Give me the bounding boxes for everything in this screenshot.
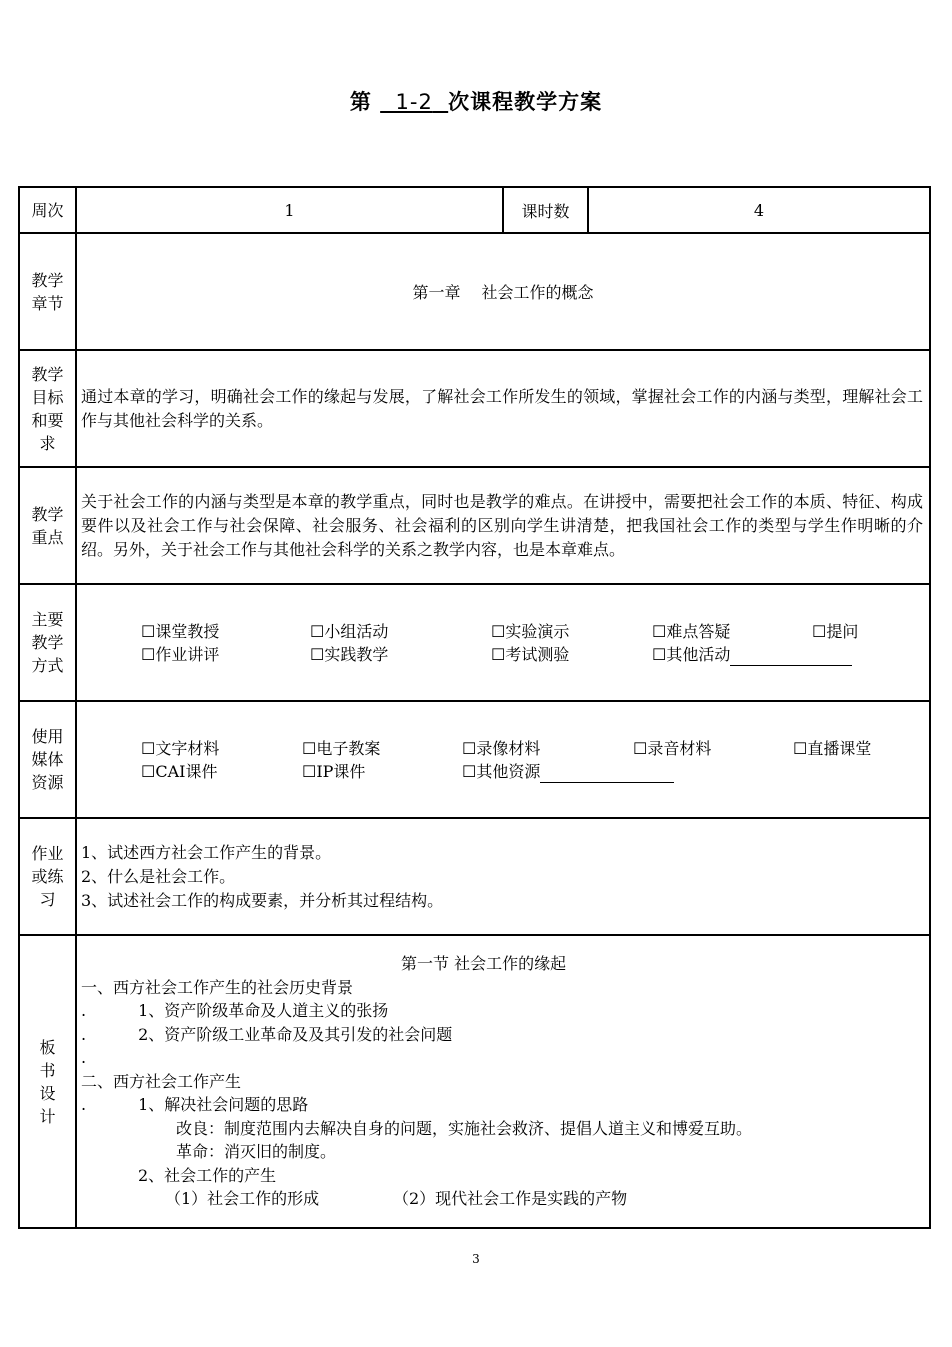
homework-label [19,818,76,935]
homework-row [19,818,930,935]
other-activity-blank[interactable] [730,649,852,666]
board-row [19,935,930,1228]
media-row-1 [141,737,929,760]
chapter-label [19,233,76,350]
page-number: 3 [472,1252,480,1266]
method-option[interactable]: ☐提问 [812,621,859,641]
method-option[interactable]: ☐难点答疑 [652,621,731,641]
week-value: 1 [76,187,503,233]
homework-item: 2、什么是社会工作。 [81,866,236,886]
chapter-value: 第一章 社会工作的概念 [76,233,930,350]
homework-list [76,818,930,935]
method-option[interactable]: ☐实践教学 [310,644,389,664]
goals-text: 通过本章的学习，明确社会工作的缘起与发展，了解社会工作所发生的领域，掌握社会工作的内涵与类型，理解社会工作与其他社会科学的关系。 [76,350,930,467]
method-option[interactable]: ☐小组活动 [310,621,389,641]
goals-row [19,350,930,467]
board-line [81,1093,929,1117]
page-title [0,86,952,116]
media-option-other[interactable] [462,760,674,783]
board-label-text: 板书设计 [39,1037,56,1126]
hours-label: 课时数 [503,187,588,233]
lesson-plan-table [18,186,931,1229]
title-prefix: 第 [349,90,372,114]
methods-row-1 [141,620,929,643]
focus-label [19,467,76,584]
media-option[interactable]: ☐录像材料 [462,738,541,758]
homework-item: 3、试述社会工作的构成要素，并分析其过程结构。 [81,890,444,910]
board-line [81,1023,929,1047]
hours-value: 4 [588,187,930,233]
board-line-text: （2）现代社会工作是实践的产物 [393,1189,628,1209]
board-line [81,999,929,1023]
media-option[interactable]: ☐电子教案 [302,738,381,758]
board-dot: . [81,1001,87,1021]
method-option[interactable]: ☐作业讲评 [141,644,220,664]
method-option-other[interactable] [652,643,852,666]
method-option-other-label: ☐其他活动 [652,644,731,664]
methods-options [76,584,930,701]
board-line-text: （1）社会工作的形成 [165,1189,320,1209]
methods-label-text: 主要教学方式 [31,610,64,675]
media-label [19,701,76,818]
board-label [19,935,76,1228]
chapter-label-text: 教学章节 [31,270,64,313]
board-dot: . [81,1095,87,1115]
method-option[interactable]: ☐考试测验 [491,644,570,664]
session-number-value: 1-2 [395,90,433,114]
week-label: 周次 [19,187,76,233]
board-line: 二、西方社会工作产生 [81,1071,242,1091]
goals-label-text: 教学目标和要求 [31,364,64,453]
board-design [76,935,930,1228]
board-line [81,1187,929,1211]
methods-row [19,584,930,701]
board-line [81,1046,929,1070]
media-option-other-label: ☐其他资源 [462,761,541,781]
board-line-text: 2、资产阶级工业革命及及其引发的社会问题 [138,1024,453,1044]
board-heading: 第一节 社会工作的缘起 [401,954,567,974]
media-options [76,701,930,818]
board-line: 改良：制度范围内去解决自身的问题，实施社会救济、提倡人道主义和博爱互助。 [176,1118,753,1138]
session-number [380,90,448,114]
homework-label-text: 作业或练习 [31,844,64,909]
methods-label [19,584,76,701]
homework-item: 1、试述西方社会工作产生的背景。 [81,842,332,862]
media-option[interactable]: ☐直播课堂 [793,738,872,758]
methods-row-2 [141,643,929,666]
board-line: 一、西方社会工作产生的社会历史背景 [81,977,354,997]
focus-label-text: 教学重点 [31,504,64,547]
week-row [19,187,930,233]
media-option[interactable]: ☐IP课件 [302,761,366,781]
method-option[interactable]: ☐实验演示 [491,621,570,641]
media-option[interactable]: ☐CAI课件 [141,761,218,781]
focus-row [19,467,930,584]
goals-label [19,350,76,467]
chapter-row [19,233,930,350]
board-line-text: 1、解决社会问题的思路 [138,1095,309,1115]
media-label-text: 使用媒体资源 [31,727,64,792]
board-dot: . [81,1024,87,1044]
media-row-2 [141,760,929,783]
media-option[interactable]: ☐录音材料 [633,738,712,758]
media-row [19,701,930,818]
other-resource-blank[interactable] [540,766,674,783]
board-line-text: 1、资产阶级革命及人道主义的张扬 [138,1001,389,1021]
title-suffix: 次课程教学方案 [448,90,603,114]
board-dot: . [81,1048,87,1068]
media-option[interactable]: ☐文字材料 [141,738,220,758]
method-option[interactable]: ☐课堂教授 [141,621,220,641]
board-line: 革命：消灭旧的制度。 [176,1142,337,1162]
focus-text: 关于社会工作的内涵与类型是本章的教学重点，同时也是教学的难点。在讲授中，需要把社会工作的本质、特征、构成要件以及社会工作与社会保障、社会服务、社会福利的区别向学生讲清楚，把我国社会工作的类型与学生作明晰的介绍。另外，关于社会工作与其他社会科学的关系之教学内容，也是本章难点。 [76,467,930,584]
board-line: 2、社会工作的产生 [138,1165,277,1185]
